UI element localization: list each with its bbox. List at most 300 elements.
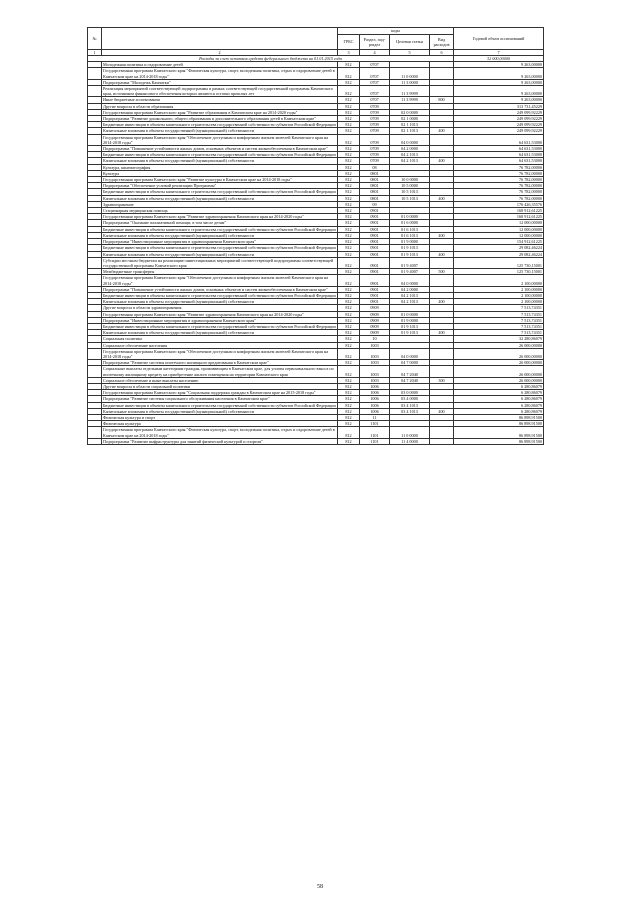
- cell-sum: 168 912,61225: [454, 214, 544, 220]
- cell-grbs: 812: [338, 134, 360, 145]
- cell-section: 0801: [360, 189, 390, 195]
- table-row: [88, 134, 544, 145]
- cell-section: 0709: [360, 134, 390, 145]
- row-num-cell: [88, 257, 102, 268]
- cell-sum: 2 100,00000: [454, 275, 544, 286]
- cell-sum: 176 426,35576: [454, 201, 544, 207]
- cell-name: Государственная программа Камчатского края "Физическая культура, спорт, молодежная политика, отдых и оздоровление детей в Камчатском крае на 2014-2018 годы": [102, 68, 338, 79]
- cell-target: 01 9 1013: [390, 330, 430, 336]
- cell-name: Капитальные вложения в объекты государственной (муниципальной) собственности: [102, 158, 338, 164]
- table-row: [88, 438, 544, 444]
- table-row: [88, 257, 544, 268]
- cell-name: Государственная программа Камчатского края "Обеспечение доступным и комфортным жильем жителей Камчатского края на 2014-2018 годы": [102, 348, 338, 359]
- cell-name: Иные бюджетные ассигнования: [102, 97, 338, 103]
- cell-target: 11 0 0000: [390, 68, 430, 79]
- cell-grbs: 812: [338, 383, 360, 389]
- cell-sum: 6 280,86079: [454, 383, 544, 389]
- cell-section: 1003: [360, 360, 390, 366]
- cell-section: 10: [360, 336, 390, 342]
- header-row-top: [88, 28, 544, 35]
- cell-sum: 168 912,61225: [454, 208, 544, 214]
- cell-grbs: 812: [338, 330, 360, 336]
- row-num-cell: [88, 275, 102, 286]
- cell-sum: 64 631,53000: [454, 146, 544, 152]
- cell-name: Социальная политика: [102, 336, 338, 342]
- cell-section: 1101: [360, 427, 390, 438]
- cell-target: 01 0 0000: [390, 311, 430, 317]
- cell-target: 11 3 9999: [390, 97, 430, 103]
- cell-vr: 400: [430, 195, 454, 201]
- cell-section: 0909: [360, 305, 390, 311]
- cell-target: 04 7 0000: [390, 360, 430, 366]
- cell-section: 0901: [360, 232, 390, 238]
- cell-name: Подпрограмма "Инвестиционные мероприятия в здравоохранении Камчатского края": [102, 317, 338, 323]
- table-row: [88, 348, 544, 359]
- cell-grbs: 812: [338, 257, 360, 268]
- cell-target: 01 9 0000: [390, 317, 430, 323]
- cell-sum: 154 912,61225: [454, 239, 544, 245]
- index-cell: 7: [454, 50, 544, 56]
- cell-grbs: 812: [338, 122, 360, 128]
- cell-target: 01 9 1013: [390, 323, 430, 329]
- cell-name: Культура: [102, 170, 338, 176]
- cell-section: 0801: [360, 177, 390, 183]
- cell-vr: [430, 438, 454, 444]
- cell-target: 03 4 1013: [390, 402, 430, 408]
- cell-grbs: 812: [338, 377, 360, 383]
- cell-name: Социальное обеспечение и иные выплаты населению: [102, 377, 338, 383]
- cell-name: Подпрограмма "Развитие дошкольного, общего образования и дополнительного образования детей в Камчатском крае": [102, 116, 338, 122]
- cell-grbs: 812: [338, 299, 360, 305]
- cell-name: Культура, кинематография: [102, 164, 338, 170]
- cell-name: Субсидии местным бюджетам на реализацию инвестиционных мероприятий соответствующей подпрограммы соответствующей государственной программы Камчатского края: [102, 257, 338, 268]
- index-cell: 4: [360, 50, 390, 56]
- cell-sum: 6 280,86079: [454, 390, 544, 396]
- cell-name: Подпрограмма "Обеспечение условий реализации Программы": [102, 183, 338, 189]
- cell-name: Капитальные вложения в объекты государственной (муниципальной) собственности: [102, 195, 338, 201]
- cell-target: 10 5 0000: [390, 183, 430, 189]
- cell-section: 09: [360, 201, 390, 207]
- cell-grbs: 812: [338, 421, 360, 427]
- row-num-cell: [88, 366, 102, 377]
- cell-sum: 2 100,00000: [454, 299, 544, 305]
- cell-target: 04 0 0000: [390, 348, 430, 359]
- cell-section: 0901: [360, 275, 390, 286]
- cell-grbs: 812: [338, 97, 360, 103]
- cell-sum: 6 280,86079: [454, 402, 544, 408]
- cell-section: 0901: [360, 286, 390, 292]
- cell-name: Физическая культура и спорт: [102, 414, 338, 420]
- cell-vr: 400: [430, 330, 454, 336]
- cell-name: Подпрограмма "Инвестиционные мероприятия в здравоохранении Камчатского края": [102, 239, 338, 245]
- header-target: Целевая статья: [390, 35, 430, 50]
- cell-sum: 76 782,00000: [454, 177, 544, 183]
- cell-name: Подпрограмма "Развитие системы ипотечного жилищного кредитования в Камчатском крае": [102, 360, 338, 366]
- cell-name: Капитальные вложения в объекты государственной (муниципальной) собственности: [102, 251, 338, 257]
- cell-name: Здравоохранение: [102, 201, 338, 207]
- cell-grbs: 812: [338, 396, 360, 402]
- cell-grbs: 812: [338, 201, 360, 207]
- cell-name: Государственная программа Камчатского края "Развитие культуры в Камчатском крае на 2014-2018 годы": [102, 177, 338, 183]
- cell-section: 1003: [360, 366, 390, 377]
- cell-grbs: 812: [338, 103, 360, 109]
- cell-section: 0707: [360, 86, 390, 97]
- cell-section: 0909: [360, 311, 390, 317]
- cell-grbs: 812: [338, 292, 360, 298]
- cell-target: 01 9 1013: [390, 245, 430, 251]
- cell-sum: 2 100,00000: [454, 286, 544, 292]
- cell-section: 11: [360, 414, 390, 420]
- cell-section: 0707: [360, 79, 390, 85]
- cell-sum: 249 099,92229: [454, 116, 544, 122]
- cell-name: Другие вопросы в области образования: [102, 103, 338, 109]
- cell-section: 0801: [360, 183, 390, 189]
- cell-target: 04 2 0000: [390, 286, 430, 292]
- cell-name: Государственная программа Камчатского края "Развитие здравоохранения Камчатского края на 2014-2020 годы": [102, 311, 338, 317]
- cell-target: 04 7 2040: [390, 377, 430, 383]
- cell-sum: 86 898,91500: [454, 421, 544, 427]
- cell-section: 0901: [360, 226, 390, 232]
- cell-section: 1003: [360, 348, 390, 359]
- cell-grbs: 812: [338, 323, 360, 329]
- cell-sum: 76 782,00000: [454, 195, 544, 201]
- cell-sum: 9 263,00000: [454, 86, 544, 97]
- cell-section: 1006: [360, 390, 390, 396]
- index-cell: 2: [102, 50, 338, 56]
- header-section: Раздел, под-раздел: [360, 35, 390, 50]
- cell-sum: 26 000,00000: [454, 348, 544, 359]
- cell-name: Другие вопросы в области здравоохранения: [102, 305, 338, 311]
- table-row: [88, 427, 544, 438]
- cell-section: 0709: [360, 122, 390, 128]
- cell-vr: [430, 366, 454, 377]
- table-body: [88, 62, 544, 445]
- cell-target: 01 6 1013: [390, 226, 430, 232]
- cell-grbs: 812: [338, 68, 360, 79]
- cell-sum: 2 100,00000: [454, 292, 544, 298]
- cell-sum: 9 263,00000: [454, 62, 544, 68]
- cell-name: Бюджетные инвестиции в объекты капитального строительства государственной собственности субъектов Российской Федерации: [103, 292, 336, 298]
- header-name-blank: [102, 28, 338, 50]
- cell-name: Межбюджетные трансферты: [102, 269, 338, 275]
- cell-grbs: 812: [338, 390, 360, 396]
- cell-section: 0901: [360, 299, 390, 305]
- cell-vr: 400: [430, 408, 454, 414]
- cell-grbs: 812: [338, 427, 360, 438]
- cell-sum: 7 513,74351: [454, 330, 544, 336]
- cell-grbs: 812: [338, 214, 360, 220]
- row-num-cell: [88, 68, 102, 79]
- banner-text: Расходы за счет остатков средств федерального бюджета на 01.01.2015 года: [88, 56, 454, 62]
- cell-section: 0901: [360, 257, 390, 268]
- header-grbs: ГРБС: [338, 35, 360, 50]
- cell-section: 1003: [360, 342, 390, 348]
- cell-target: 11 3 0000: [390, 79, 430, 85]
- cell-section: 0709: [360, 128, 390, 134]
- cell-sum: 249 099,92229: [454, 128, 544, 134]
- cell-sum: 86 898,91500: [454, 438, 544, 444]
- cell-vr: 400: [430, 232, 454, 238]
- table-row: [88, 86, 544, 97]
- cell-name: Капитальные вложения в объекты государственной (муниципальной) собственности: [102, 232, 338, 238]
- cell-target: 10 0 0000: [390, 177, 430, 183]
- cell-sum: 7 513,74351: [454, 305, 544, 311]
- cell-grbs: 812: [338, 86, 360, 97]
- cell-name: Капитальные вложения в объекты государственной (муниципальной) собственности: [102, 299, 338, 305]
- cell-sum: 76 782,00000: [454, 164, 544, 170]
- cell-grbs: 812: [338, 348, 360, 359]
- cell-section: 0801: [360, 195, 390, 201]
- cell-name: Подпрограмма "Развитие инфраструктуры для занятий физической культурой и спортом": [102, 438, 338, 444]
- cell-grbs: 812: [338, 116, 360, 122]
- cell-target: 11 4 0000: [390, 438, 430, 444]
- cell-target: 04 0 0000: [390, 275, 430, 286]
- cell-name: Капитальные вложения в объекты государственной (муниципальной) собственности: [102, 330, 338, 336]
- cell-grbs: 812: [338, 189, 360, 195]
- index-cell: 1: [88, 50, 102, 56]
- cell-grbs: 812: [338, 408, 360, 414]
- cell-sum: 29 082,46224: [454, 251, 544, 257]
- cell-sum: 6 280,86079: [454, 408, 544, 414]
- cell-section: 0709: [360, 116, 390, 122]
- cell-target: 04 7 2040: [390, 366, 430, 377]
- cell-section: 1006: [360, 408, 390, 414]
- cell-name: Подпрограмма "Повышение устойчивости жилых домов, основных объектов и систем жизнеобеспечения в Камчатском крае": [102, 146, 338, 152]
- cell-target: 02 1 0000: [390, 116, 430, 122]
- cell-section: 1006: [360, 383, 390, 389]
- cell-target: 04 2 1013: [390, 152, 430, 158]
- cell-name: Социальные выплаты отдельным категориям граждан, проживающим в Камчатском крае, для уплаты первоначального взноса по ипотечному жилищному кредиту на приобретение жилого помещения на территории Камчатского края: [102, 366, 338, 377]
- cell-name: Молодежная политика и оздоровление детей: [102, 62, 338, 68]
- cell-grbs: 812: [338, 305, 360, 311]
- cell-vr: 300: [430, 377, 454, 383]
- cell-sum: 86 898,91500: [454, 427, 544, 438]
- cell-grbs: 812: [338, 164, 360, 170]
- cell-sum: 7 513,74351: [454, 311, 544, 317]
- cell-grbs: 812: [338, 109, 360, 115]
- cell-section: 0901: [360, 269, 390, 275]
- index-cell: 6: [430, 50, 454, 56]
- cell-grbs: 812: [338, 336, 360, 342]
- cell-target: 04 2 0000: [390, 146, 430, 152]
- cell-sum: 26 000,00000: [454, 366, 544, 377]
- cell-vr: 400: [430, 128, 454, 134]
- cell-sum: 9 263,00000: [454, 97, 544, 103]
- cell-sum: 7 513,74351: [454, 323, 544, 329]
- cell-sum: 26 000,00000: [454, 377, 544, 383]
- budget-table: [87, 27, 544, 445]
- row-num-cell: [88, 348, 102, 359]
- cell-name: Реализация мероприятий соответствующей подпрограммы в рамках соответствующей государственной программы Камчатского края, источником финансового обеспечения которых являются остатки прошлых лет: [102, 86, 338, 97]
- cell-section: 0801: [360, 170, 390, 176]
- cell-grbs: 812: [338, 239, 360, 245]
- cell-section: 1003: [360, 377, 390, 383]
- cell-grbs: 812: [338, 158, 360, 164]
- cell-grbs: 812: [338, 414, 360, 420]
- cell-sum: 12 000,00000: [454, 220, 544, 226]
- index-cell: 5: [390, 50, 430, 56]
- cell-grbs: 812: [338, 62, 360, 68]
- cell-grbs: 812: [338, 275, 360, 286]
- header-num: №: [88, 28, 102, 50]
- header-codes: коды: [338, 28, 454, 35]
- cell-target: 10 5 1013: [390, 189, 430, 195]
- cell-section: 0709: [360, 152, 390, 158]
- cell-target: 02 0 0000: [390, 109, 430, 115]
- cell-target: 11 0 0000: [390, 427, 430, 438]
- cell-grbs: 812: [338, 269, 360, 275]
- cell-section: 0909: [360, 323, 390, 329]
- cell-name: Бюджетные инвестиции в объекты капитального строительства государственной собственности субъектов Российской Федерации: [103, 152, 336, 158]
- cell-name: Бюджетные инвестиции в объекты капитального строительства государственной собственности субъектов Российской Федерации: [103, 122, 336, 128]
- cell-grbs: 812: [338, 195, 360, 201]
- cell-vr: [430, 68, 454, 79]
- cell-name: Физическая культура: [102, 421, 338, 427]
- cell-sum: 313 731,45229: [454, 103, 544, 109]
- cell-section: 0901: [360, 251, 390, 257]
- row-num-cell: [88, 427, 102, 438]
- cell-sum: 64 631,53000: [454, 152, 544, 158]
- cell-sum: 249 099,92229: [454, 109, 544, 115]
- cell-target: 11 3 9999: [390, 86, 430, 97]
- cell-sum: 86 898,91500: [454, 414, 544, 420]
- cell-target: 03 4 1013: [390, 408, 430, 414]
- cell-section: 0901: [360, 292, 390, 298]
- cell-vr: [430, 275, 454, 286]
- cell-section: 0709: [360, 158, 390, 164]
- cell-section: 0709: [360, 109, 390, 115]
- cell-grbs: 812: [338, 438, 360, 444]
- cell-name: Государственная программа Камчатского края "Обеспечение доступным и комфортным жильем жителей Камчатского края на 2014-2018 годы": [102, 275, 338, 286]
- cell-grbs: 812: [338, 366, 360, 377]
- cell-target: 01 6 1013: [390, 232, 430, 238]
- page-number: 58: [317, 884, 323, 890]
- cell-grbs: 812: [338, 232, 360, 238]
- cell-name: Государственная программа Камчатского края "Физическая культура, спорт, молодежная политика, отдых и оздоровление детей в Камчатском крае на 2014-2018 годы": [102, 427, 338, 438]
- cell-vr: [430, 348, 454, 359]
- table-row: [88, 366, 544, 377]
- cell-target: 10 5 1013: [390, 195, 430, 201]
- budget-sheet: [87, 27, 543, 445]
- cell-grbs: 812: [338, 208, 360, 214]
- cell-name: Социальное обеспечение населения: [102, 342, 338, 348]
- cell-vr: [430, 86, 454, 97]
- cell-section: 1101: [360, 421, 390, 427]
- cell-target: 04 0 0000: [390, 134, 430, 145]
- cell-sum: 64 631,53000: [454, 158, 544, 164]
- cell-grbs: 812: [338, 251, 360, 257]
- cell-sum: 9 263,00000: [454, 79, 544, 85]
- cell-grbs: 812: [338, 402, 360, 408]
- cell-grbs: 812: [338, 226, 360, 232]
- cell-section: 0707: [360, 62, 390, 68]
- cell-section: 0901: [360, 245, 390, 251]
- cell-target: 03 0 0000: [390, 390, 430, 396]
- cell-vr: [430, 427, 454, 438]
- cell-vr: 400: [430, 299, 454, 305]
- cell-target: 01 0 0000: [390, 214, 430, 220]
- cell-sum: 32 280,86079: [454, 336, 544, 342]
- cell-target: 01 6 0000: [390, 220, 430, 226]
- cell-vr: 400: [430, 251, 454, 257]
- cell-grbs: 812: [338, 128, 360, 134]
- cell-vr: 500: [430, 269, 454, 275]
- cell-name: Подпрограмма "Молодежь Камчатки": [102, 79, 338, 85]
- cell-section: 0707: [360, 68, 390, 79]
- cell-sum: 249 099,92229: [454, 122, 544, 128]
- cell-name: Бюджетные инвестиции в объекты капитального строительства государственной собственности субъектов Российской Федерации: [103, 245, 336, 251]
- cell-section: 1006: [360, 402, 390, 408]
- table-row: [88, 275, 544, 286]
- cell-sum: 76 782,00000: [454, 189, 544, 195]
- cell-target: 04 2 1013: [390, 292, 430, 298]
- cell-section: 0901: [360, 239, 390, 245]
- cell-name: Подпрограмма "Оказание паллиативной помощи, в том числе детям": [102, 220, 338, 226]
- cell-section: 0709: [360, 103, 390, 109]
- cell-section: 0901: [360, 214, 390, 220]
- cell-grbs: 812: [338, 170, 360, 176]
- cell-section: 0909: [360, 330, 390, 336]
- cell-grbs: 812: [338, 245, 360, 251]
- banner-amount: 32 000,00000: [454, 56, 544, 62]
- cell-section: 08: [360, 164, 390, 170]
- table-row: [88, 68, 544, 79]
- cell-section: 1006: [360, 396, 390, 402]
- cell-name: Капитальные вложения в объекты государственной (муниципальной) собственности: [102, 408, 338, 414]
- cell-name: Государственная программа Камчатского края "Развитие образования в Камчатском крае на 2014-2020 годы": [102, 109, 338, 115]
- cell-name: Стационарная медицинская помощь: [102, 208, 338, 214]
- cell-sum: 76 782,00000: [454, 170, 544, 176]
- cell-name: Подпрограмма "Развитие системы социального обслуживания населения в Камчатском крае": [102, 396, 338, 402]
- cell-grbs: 812: [338, 177, 360, 183]
- cell-grbs: 812: [338, 317, 360, 323]
- cell-section: 1101: [360, 438, 390, 444]
- cell-name: Бюджетные инвестиции в объекты капитального строительства государственной собственности субъектов Российской Федерации: [103, 189, 336, 195]
- row-num-cell: [88, 86, 102, 97]
- cell-target: 01 9 1013: [390, 251, 430, 257]
- row-num-cell: [88, 134, 102, 145]
- cell-grbs: 812: [338, 79, 360, 85]
- header-annual: Годовой объем ассигнований: [454, 28, 544, 50]
- cell-grbs: 812: [338, 360, 360, 366]
- cell-grbs: 812: [338, 311, 360, 317]
- cell-target: 01 9 0000: [390, 239, 430, 245]
- cell-sum: 125 730,15001: [454, 269, 544, 275]
- cell-section: 0709: [360, 146, 390, 152]
- cell-sum: 6 280,86079: [454, 396, 544, 402]
- cell-section: 0901: [360, 220, 390, 226]
- cell-name: Бюджетные инвестиции в объекты капитального строительства государственной собственности субъектов Российской Федерации: [103, 402, 336, 408]
- cell-grbs: 812: [338, 286, 360, 292]
- cell-grbs: 812: [338, 152, 360, 158]
- cell-vr: 400: [430, 158, 454, 164]
- cell-target: 01 9 4007: [390, 257, 430, 268]
- cell-vr: [430, 257, 454, 268]
- cell-target: 04 2 1013: [390, 299, 430, 305]
- cell-sum: 26 000,00000: [454, 342, 544, 348]
- cell-name: Бюджетные инвестиции в объекты капитального строительства государственной собственности субъектов Российской Федерации: [103, 323, 336, 329]
- cell-section: 0707: [360, 97, 390, 103]
- cell-section: 0901: [360, 208, 390, 214]
- cell-target: 03 4 0000: [390, 396, 430, 402]
- cell-name: Государственная программа Камчатского края "Обеспечение доступным и комфортным жильем жителей Камчатского края на 2014-2018 годы": [102, 134, 338, 145]
- row-num-cell: [88, 438, 102, 444]
- header-exptype: Вид расходов: [430, 35, 454, 50]
- cell-name: Другие вопросы в области социальной политики: [102, 383, 338, 389]
- cell-sum: 26 000,00000: [454, 360, 544, 366]
- cell-sum: 9 263,00000: [454, 68, 544, 79]
- cell-sum: 64 631,53000: [454, 134, 544, 145]
